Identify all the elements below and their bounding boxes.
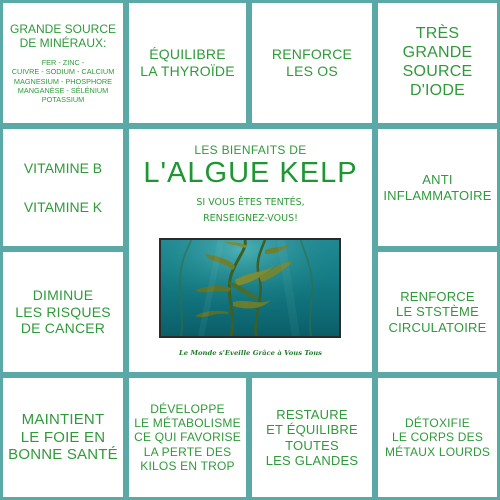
cell-os <box>252 3 372 123</box>
glandes-label: RESTAURE ET ÉQUILIBRE TOUTES LES GLANDES <box>265 406 359 468</box>
center-panel <box>129 129 372 372</box>
os-label: RENFORCE LES OS <box>271 46 353 79</box>
foie-label: MAINTIENT LE FOIE EN BONNE SANTÉ <box>8 410 118 464</box>
cell-detox <box>378 378 497 497</box>
cell-thyroide <box>129 3 246 123</box>
circulatoire-label: RENFORCE LE STSTÈME CIRCULATOIRE <box>388 289 487 335</box>
cell-circulatoire <box>378 252 497 372</box>
cell-minerals <box>3 3 123 123</box>
cell-glandes <box>252 378 372 497</box>
center-subtitle: LES BIENFAITS DE <box>194 143 307 157</box>
thyroide-label: ÉQUILIBRE LA THYROÏDE <box>140 46 235 79</box>
kelp-forest-image <box>159 238 341 338</box>
anti-label: ANTI INFLAMMATOIRE <box>383 172 492 203</box>
center-hint: SI VOUS ÊTES TENTÉS, RENSEIGNEZ-VOUS! <box>196 197 305 225</box>
metabolisme-label: DÉVELOPPE LE MÉTABOLISME CE QUI FAVORISE LA PERTE DES KILOS EN TROP <box>134 402 241 473</box>
minerals-title: GRANDE SOURCE DE MINÉRAUX: <box>9 22 116 51</box>
vitamine-b-label: VITAMINE B <box>23 159 103 176</box>
cell-iode <box>378 3 497 123</box>
cell-foie <box>3 378 123 497</box>
minerals-list: FER - ZINC - CUIVRE - SODIUM - CALCIUM MAGNESIUM - PHOSPHORE MANGANÈSE - SÉLÉNIUM POTASSIUM <box>11 58 115 104</box>
cell-cancer <box>3 252 123 372</box>
image-caption: Le Monde s'Eveille Grâce à Vous Tous <box>179 349 322 357</box>
center-title: L'ALGUE KELP <box>143 157 358 189</box>
cancer-label: DIMINUE LES RISQUES DE CANCER <box>15 287 111 337</box>
detox-label: DÉTOXIFIE LE CORPS DES MÉTAUX LOURDS <box>384 416 491 459</box>
vitamine-k-label: VITAMINE K <box>23 198 103 215</box>
cell-vitamines <box>3 129 123 246</box>
cell-anti-inflammatoire <box>378 129 497 246</box>
cell-metabolisme <box>129 378 246 497</box>
iode-label: TRÈS GRANDE SOURCE D'IODE <box>402 25 473 99</box>
